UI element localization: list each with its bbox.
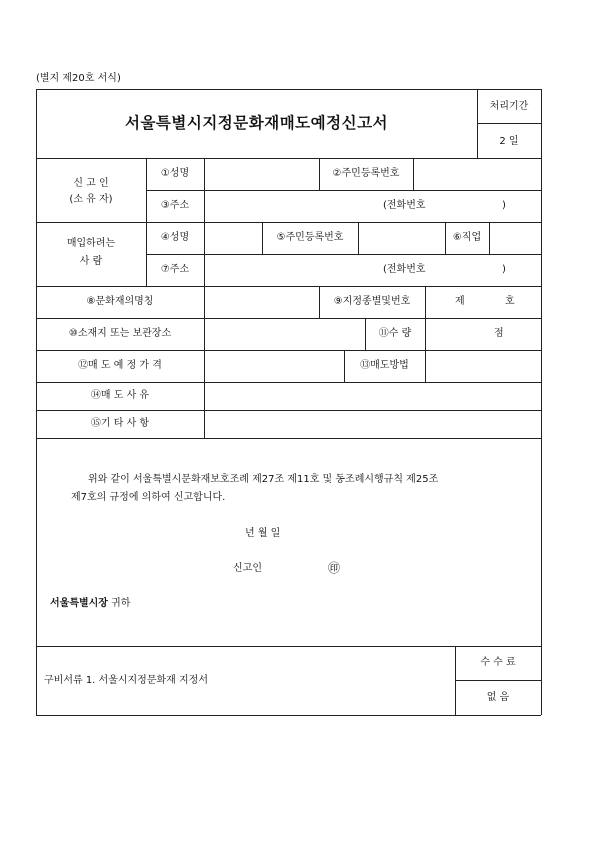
buyer-name-field[interactable]: [205, 223, 261, 253]
buyer-rrn-field[interactable]: [359, 223, 444, 253]
heritage-name-field[interactable]: [205, 287, 318, 317]
fee-value: 없 음: [486, 692, 510, 703]
buyer-address-label: ⑦주소: [160, 264, 190, 275]
addressee-suffix: 귀하: [107, 598, 131, 609]
buyer-job-label: ⑥직업: [452, 232, 482, 243]
price-label: ⑫매 도 예 정 가 격: [78, 360, 162, 371]
addressee-title: 서울특별시장: [50, 598, 108, 609]
reporter-name-label: ①성명: [160, 168, 190, 179]
other-field[interactable]: [205, 411, 540, 437]
buyer-phone-label: (전화번호: [383, 264, 426, 275]
quantity-field[interactable]: [426, 319, 540, 349]
location-field[interactable]: [205, 319, 364, 349]
reporter-name-field[interactable]: [205, 159, 318, 189]
required-documents: 구비서류 1. 서울시지정문화재 지정서: [44, 675, 208, 686]
buyer-section-label-2: 사 람: [79, 256, 103, 267]
method-label: ⑬매도방법: [360, 360, 409, 371]
processing-period-value: 2 일: [499, 136, 519, 147]
processing-period-label: 처리기간: [489, 101, 529, 112]
price-field[interactable]: [205, 351, 343, 381]
location-label: ⑩소재지 또는 보관장소: [68, 328, 172, 339]
fee-label: 수 수 료: [480, 657, 516, 668]
buyer-rrn-label: ⑤주민등록번호: [276, 232, 344, 243]
buyer-phone-close: ): [502, 264, 506, 275]
form-border-right: [541, 89, 542, 715]
method-field[interactable]: [426, 351, 540, 381]
designation-suffix: 호: [505, 296, 515, 307]
heritage-name-label: ⑧문화재의명칭: [86, 296, 154, 307]
reason-label: ⑭매 도 사 유: [90, 390, 150, 401]
buyer-section-label: 매입하려는: [66, 238, 116, 249]
designation-prefix: 제: [455, 296, 465, 307]
reporter-rrn-label: ②주민등록번호: [332, 168, 400, 179]
reporter-owner-label: (소 유 자): [69, 194, 113, 205]
addressee: [50, 598, 130, 610]
designation-field[interactable]: [426, 287, 540, 317]
reporter-phone-close: ): [502, 200, 506, 211]
signer-label: 신고인: [233, 563, 262, 574]
designation-label: ⑨지정종별및번호: [333, 296, 411, 307]
declaration-text-line1: 위와 같이 서울특별시문화재보호조례 제27조 제11호 및 동조례시행규칙 제25조: [88, 474, 439, 485]
quantity-label: ⑪수 량: [378, 328, 412, 339]
declaration-text-line2: 제7호의 규정에 의하여 신고합니다.: [71, 492, 226, 503]
form-border-top: [36, 89, 541, 90]
reporter-phone-label: (전화번호: [383, 200, 426, 211]
reporter-address-field[interactable]: [205, 191, 540, 221]
date-line: 년 월 일: [245, 528, 281, 539]
buyer-address-field[interactable]: [205, 255, 540, 285]
reporter-address-label: ③주소: [160, 200, 190, 211]
reporter-rrn-field[interactable]: [414, 159, 540, 189]
reason-field[interactable]: [205, 383, 540, 409]
seal-mark: ㊞: [328, 561, 341, 575]
quantity-unit: 점: [494, 328, 504, 339]
reporter-section-label: 신 고 인: [73, 178, 109, 189]
form-title: 서울특별시지정문화재매도예정신고서: [124, 113, 389, 132]
form-border-bottom: [36, 715, 541, 716]
other-label: ⑮기 타 사 항: [90, 418, 150, 429]
form-number-label: (별지 제20호 서식): [36, 73, 121, 84]
buyer-name-label: ④성명: [160, 232, 190, 243]
buyer-job-field[interactable]: [490, 223, 540, 253]
